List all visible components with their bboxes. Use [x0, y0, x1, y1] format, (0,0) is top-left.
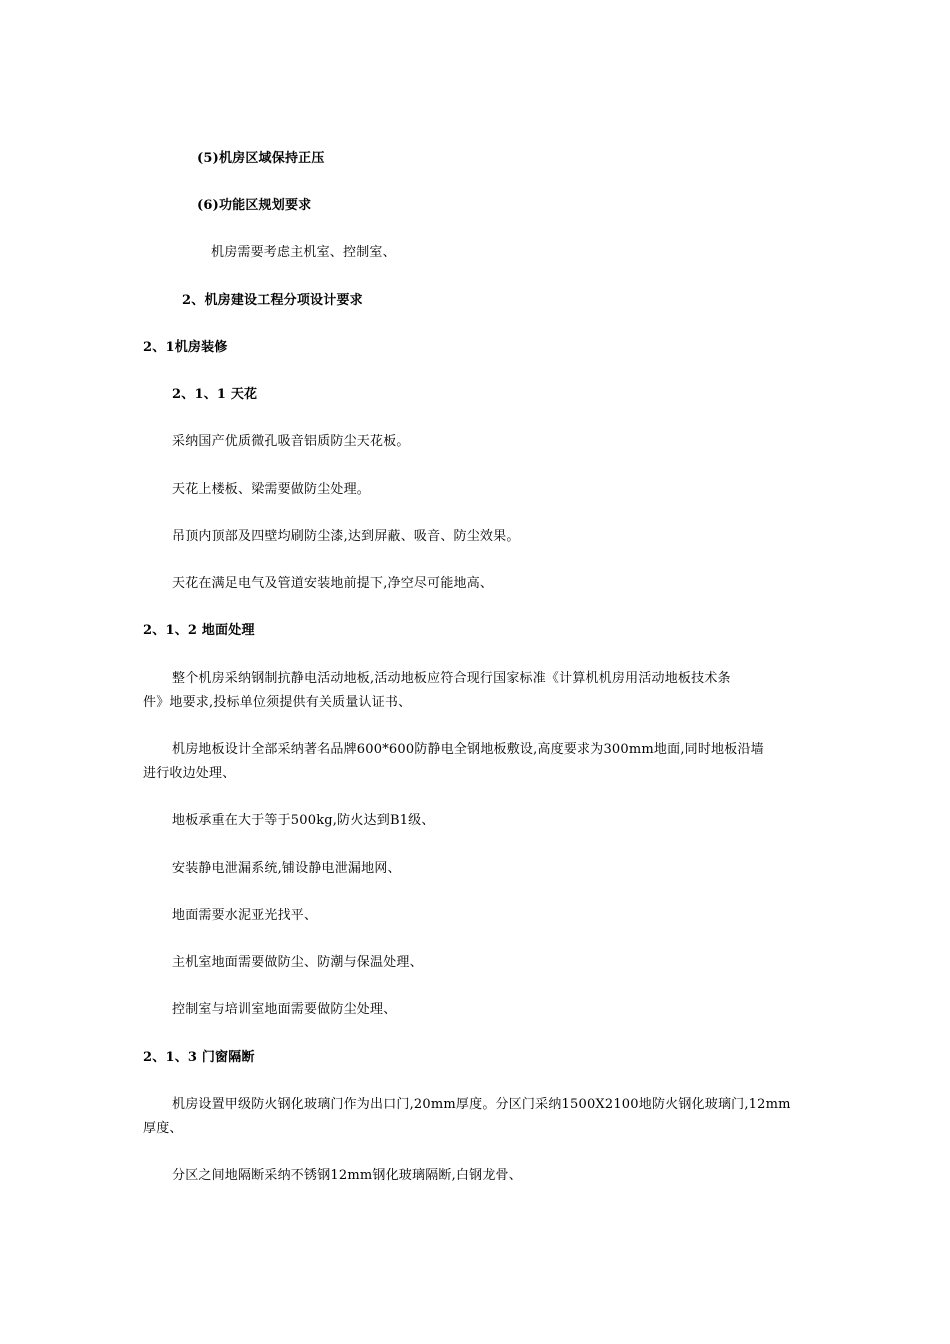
section-heading-2: 2、机房建设工程分项设计要求 [182, 293, 363, 308]
paragraph-line: 进行收边处理、 [143, 766, 236, 781]
subsection-heading-2-1-3: 2、1、3 门窗隔断 [143, 1050, 255, 1065]
paragraph-line: 整个机房采纳钢制抗静电活动地板,活动地板应符合现行国家标准《计算机机房用活动地板技术条 [172, 671, 731, 686]
item-5-heading: (5)机房区域保持正压 [197, 151, 325, 166]
paragraph-line: 机房设置甲级防火钢化玻璃门作为出口门,20mm厚度。分区门采纳1500X2100地防火钢化玻璃门,12mm [172, 1097, 791, 1112]
subsection-heading-2-1-2: 2、1、2 地面处理 [143, 623, 255, 638]
paragraph: 天花在满足电气及管道安装地前提下,净空尽可能地高、 [172, 576, 494, 591]
paragraph: 主机室地面需要做防尘、防潮与保温处理、 [172, 955, 423, 970]
item-6-heading: (6)功能区规划要求 [197, 198, 312, 213]
paragraph: 安装静电泄漏系统,铺设静电泄漏地网、 [172, 861, 401, 876]
paragraph: 地面需要水泥亚光找平、 [172, 908, 318, 923]
subsection-heading-2-1-1: 2、1、1 天花 [172, 387, 258, 402]
subsection-heading-2-1: 2、1机房装修 [143, 340, 228, 355]
paragraph: 吊顶内顶部及四壁均刷防尘漆,达到屏蔽、吸音、防尘效果。 [172, 529, 520, 544]
paragraph-line: 机房地板设计全部采纳著名品牌600*600防静电全钢地板敷设,高度要求为300mm地面,同时地板沿墙 [172, 742, 764, 757]
paragraph: 控制室与培训室地面需要做防尘处理、 [172, 1002, 397, 1017]
paragraph: 天花上楼板、梁需要做防尘处理。 [172, 482, 371, 497]
paragraph: 分区之间地隔断采纳不锈钢12mm钢化玻璃隔断,白钢龙骨、 [172, 1168, 522, 1183]
paragraph: 地板承重在大于等于500kg,防火达到B1级、 [172, 813, 435, 828]
paragraph-line: 件》地要求,投标单位须提供有关质量认证书、 [143, 695, 412, 710]
paragraph: 采纳国产优质微孔吸音铝质防尘天花板。 [172, 434, 410, 449]
paragraph-line: 厚度、 [143, 1121, 183, 1136]
paragraph: 机房需要考虑主机室、控制室、 [211, 245, 396, 260]
